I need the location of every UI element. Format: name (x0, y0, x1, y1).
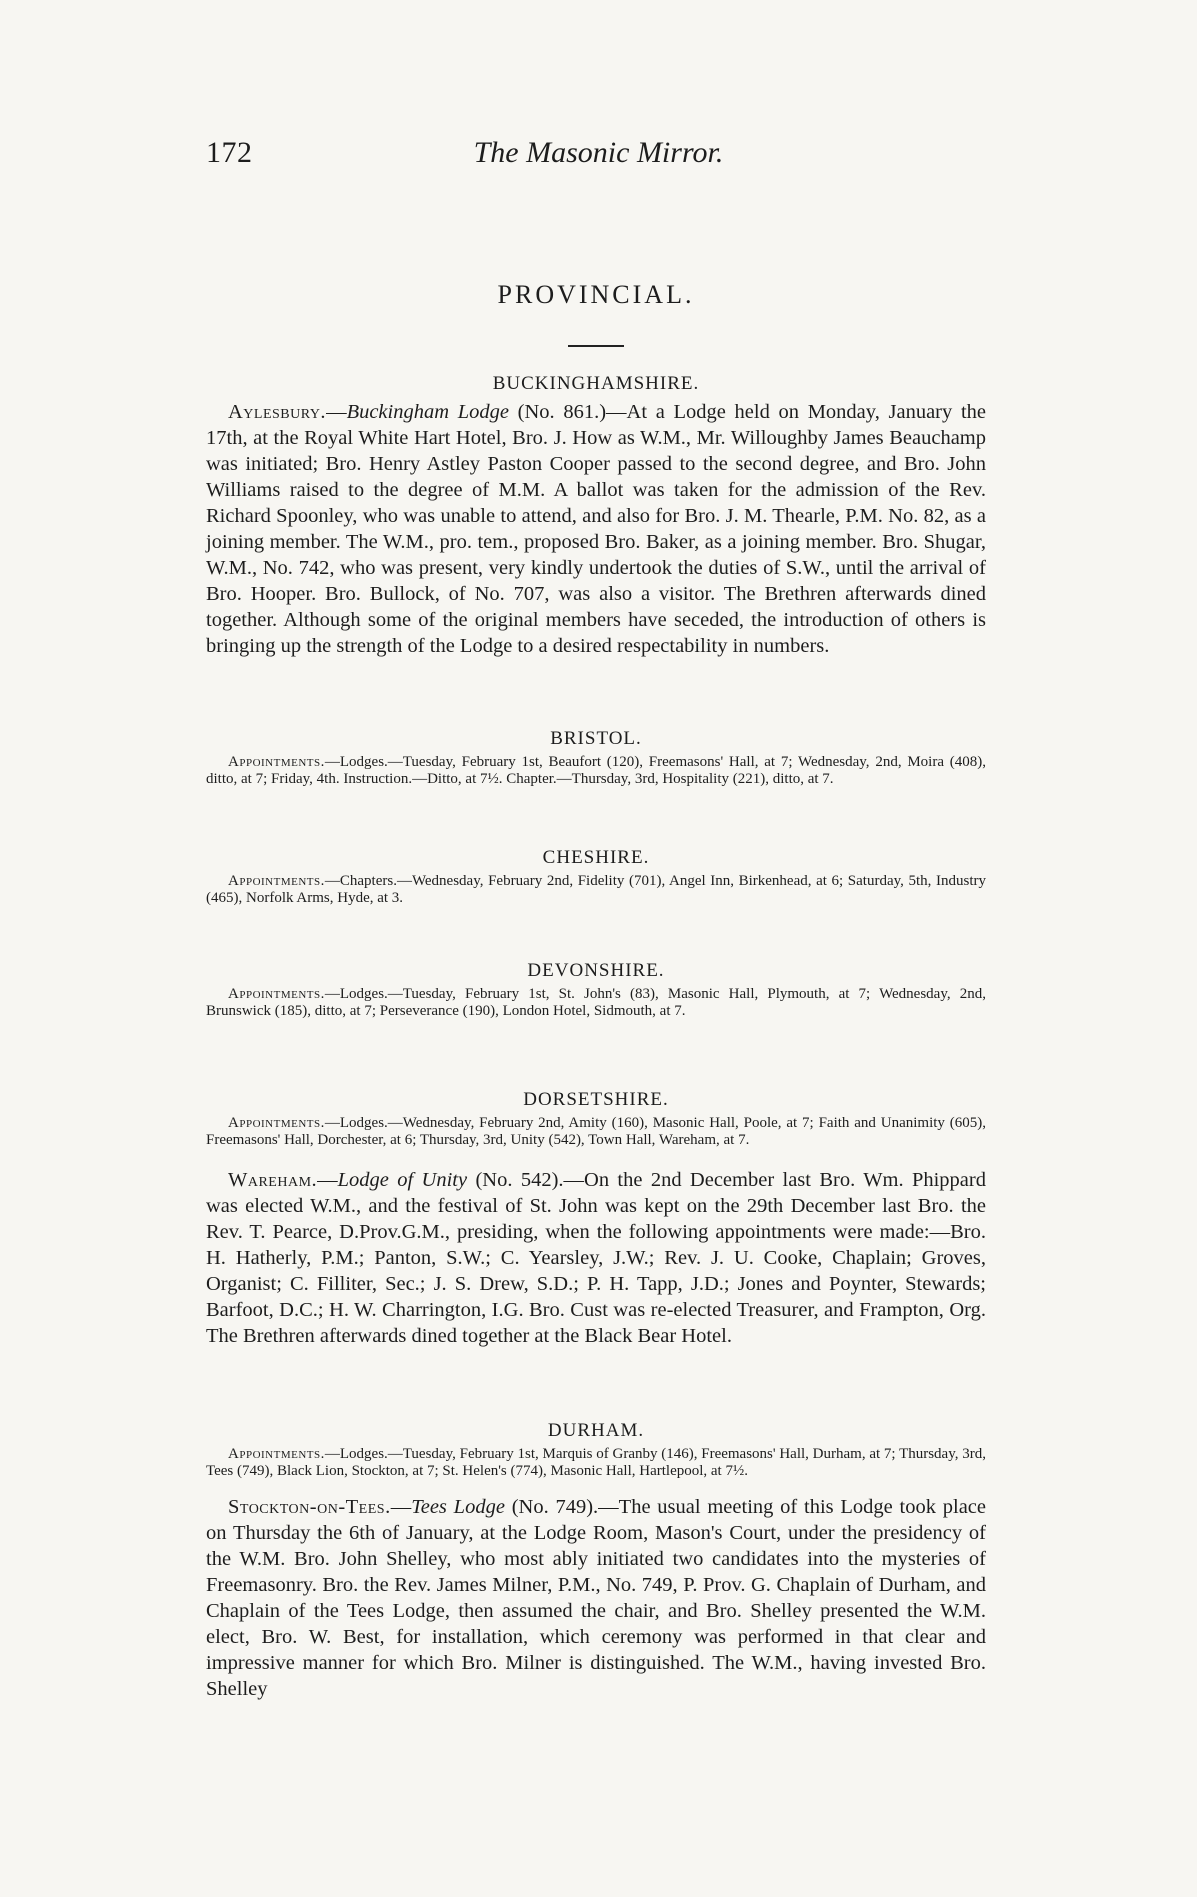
appointments-text: —Lodges.—Wednesday, February 2nd, Amity (160), Masonic Hall, Poole, at 7; Faith and Unanimity (605), Freemasons' Hall, Dorchester, at 6; Thursday, 3rd, Unity (542), Town Hall, Wareham, at 7. (206, 1115, 986, 1148)
appointments-label: Appointments. (228, 986, 325, 1002)
lodge-name: Lodge of Unity (337, 1169, 468, 1191)
report-aylesbury (206, 399, 986, 659)
lodge-name: Buckingham Lodge (346, 401, 509, 423)
county-heading: CHESHIRE. (542, 847, 650, 868)
county-heading: DEVONSHIRE. (527, 960, 665, 981)
county-heading: DURHAM. (547, 1420, 645, 1441)
place-name: Stockton-on-Tees. (228, 1496, 391, 1518)
report-wareham (206, 1167, 986, 1349)
report-text: (No. 749).—The usual meeting of this Lodge took place on Thursday the 6th of January, at the Lodge Room, Mason's Court, under the presidency of the W.M. Bro. John Shelley, who most ably initiated two candidates into the mysteries of Freemasonry. Bro. the Rev. James Milner, P.M., No. 749, P. Prov. G. Chaplain of Durham, and Chaplain of the Tees Lodge, then assumed the chair, and Bro. Shelley presented the W.M. elect, Bro. W. Best, for installation, which ceremony was performed in that clear and impressive manner for which Bro. Milner is distinguished. The W.M., having invested Bro. Shelley (206, 1496, 986, 1700)
report-text: (No. 542).—On the 2nd December last Bro. Wm. Phippard was elected W.M., and the festival of St. John was kept on the 29th December last Bro. the Rev. T. Pearce, D.Prov.G.M., presiding, when the following appointments were made:—Bro. H. Hatherly, P.M.; Panton, S.W.; C. Yearsley, J.W.; Rev. J. U. Cooke, Chaplain; Groves, Organist; C. Filliter, Sec.; J. S. Drew, S.D.; P. H. Tapp, J.D.; Jones and Poynter, Stewards; Barfoot, D.C.; H. W. Charrington, I.G. Bro. Cust was re-elected Treasurer, and Frampton, Org. The Brethren afterwards dined together at the Black Bear Hotel. (206, 1169, 986, 1347)
section-devonshire (206, 960, 986, 1020)
section-title: PROVINCIAL. (497, 280, 695, 309)
appointments-devonshire (206, 986, 986, 1020)
appointments-label: Appointments. (228, 1446, 325, 1462)
appointments-label: Appointments. (228, 754, 325, 770)
appointments-bristol (206, 754, 986, 788)
appointments-text: —Chapters.—Wednesday, February 2nd, Fidelity (701), Angel Inn, Birkenhead, at 6; Saturday, 5th, Industry (465), Norfolk Arms, Hyde, at 3. (206, 873, 986, 906)
section-dorsetshire (206, 1089, 986, 1349)
section-bristol (206, 728, 986, 788)
appointments-label: Appointments. (228, 1115, 325, 1131)
dash: — (317, 1169, 338, 1191)
report-stockton (206, 1494, 986, 1702)
page-number: 172 (206, 136, 253, 169)
section-durham (206, 1420, 986, 1702)
dash: — (390, 1496, 412, 1518)
appointments-cheshire (206, 873, 986, 907)
appointments-text: —Lodges.—Tuesday, February 1st, St. John's (83), Masonic Hall, Plymouth, at 7; Wednesday, 2nd, Brunswick (185), ditto, at 7; Perseverance (190), London Hotel, Sidmouth, at 7. (206, 986, 986, 1019)
dash: — (326, 401, 347, 423)
county-heading: BRISTOL. (550, 728, 642, 749)
county-heading: DORSETSHIRE. (523, 1089, 669, 1110)
place-name: Wareham. (228, 1169, 318, 1191)
appointments-dorsetshire (206, 1115, 986, 1149)
county-heading: BUCKINGHAMSHIRE. (492, 373, 700, 394)
appointments-durham (206, 1446, 986, 1480)
lodge-name: Tees Lodge (411, 1496, 505, 1518)
title-rule (568, 345, 624, 347)
place-name: Aylesbury. (228, 401, 327, 423)
section-buckinghamshire (206, 373, 986, 659)
appointments-text: —Lodges.—Tuesday, February 1st, Beaufort (120), Freemasons' Hall, at 7; Wednesday, 2nd, Moira (408), ditto, at 7; Friday, 4th. Instruction.—Ditto, at 7½. Chapter.—Thursday, 3rd, Hospitality (221), ditto, at 7. (206, 754, 986, 787)
running-title: The Masonic Mirror. (473, 136, 724, 169)
appointments-text: —Lodges.—Tuesday, February 1st, Marquis of Granby (146), Freemasons' Hall, Durham, at 7; Thursday, 3rd, Tees (749), Black Lion, Stockton, at 7; St. Helen's (774), Masonic Hall, Hartlepool, at 7½. (206, 1446, 986, 1479)
report-text: (No. 861.)—At a Lodge held on Monday, January the 17th, at the Royal White Hart Hotel, Bro. J. How as W.M., Mr. Willoughby James Beauchamp was initiated; Bro. Henry Astley Paston Cooper passed to the second degree, and Bro. John Williams raised to the degree of M.M. A ballot was taken for the admission of the Rev. Richard Spoonley, who was unable to attend, and also for Bro. J. M. Thearle, P.M. No. 82, as a joining member. The W.M., pro. tem., proposed Bro. Baker, as a joining member. Bro. Shugar, W.M., No. 742, who was present, very kindly undertook the duties of S.W., until the arrival of Bro. Hooper. Bro. Bullock, of No. 707, was also a visitor. The Brethren afterwards dined together. Although some of the original members have seceded, the introduction of others is bringing up the strength of the Lodge to a desired respectability in numbers. (206, 401, 986, 657)
appointments-label: Appointments. (228, 873, 325, 889)
section-cheshire (206, 847, 986, 907)
